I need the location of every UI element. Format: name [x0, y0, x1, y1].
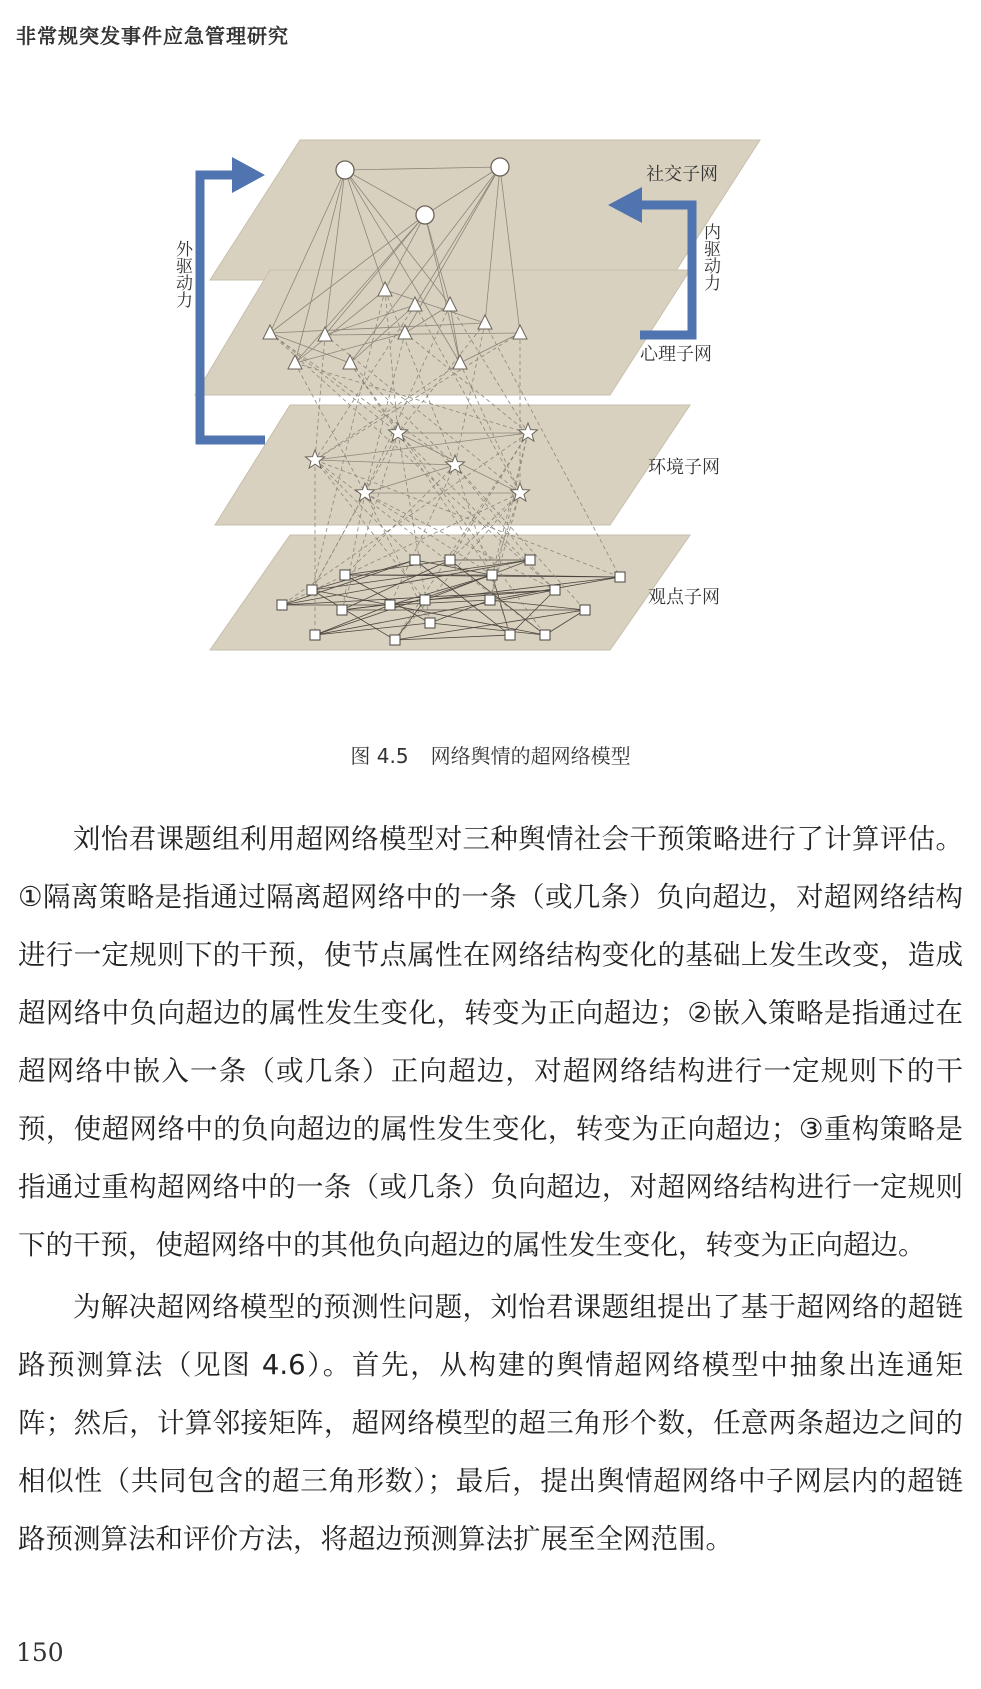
- body-text: [18, 810, 963, 1572]
- opinion-node: [445, 555, 455, 565]
- opinion-node: [307, 585, 317, 595]
- layer-label-social: 社交子网: [646, 164, 718, 185]
- social-node: [336, 161, 354, 179]
- opinion-node: [580, 605, 590, 615]
- paragraph: 为解决超网络模型的预测性问题，刘怡君课题组提出了基于超网络的超链路预测算法（见图 4.6）。首先，从构建的舆情超网络模型中抽象出连通矩阵；然后，计算邻接矩阵，超网络模型的超三角形个数，任意两条超边之间的相似性（共同包含的超三角形数）；最后，提出舆情超网络中子网层内的超链路预测算法和评价方法，将超边预测算法扩展至全网范围。: [18, 1291, 963, 1555]
- layer-label-opinion: 观点子网: [648, 587, 720, 608]
- inner-drive-label: 内驱动力: [700, 223, 720, 291]
- opinion-node: [277, 600, 287, 610]
- layer-label-psych: 心理子网: [640, 344, 712, 365]
- outer-drive-label: 外驱动力: [172, 240, 192, 308]
- opinion-node: [425, 618, 435, 628]
- opinion-node: [525, 555, 535, 565]
- opinion-node: [615, 572, 625, 582]
- plane-social: [210, 140, 760, 280]
- opinion-node: [485, 595, 495, 605]
- opinion-node: [385, 600, 395, 610]
- opinion-node: [337, 605, 347, 615]
- social-node: [491, 158, 509, 176]
- page-number: 150: [16, 1638, 64, 1667]
- figure-caption: [0, 740, 981, 769]
- opinion-node: [505, 630, 515, 640]
- opinion-node: [310, 630, 320, 640]
- supernetwork-diagram: [170, 135, 810, 695]
- running-head: 非常规突发事件应急管理研究: [16, 24, 289, 48]
- layer-label-environment: 环境子网: [648, 457, 720, 478]
- paragraph: 刘怡君课题组利用超网络模型对三种舆情社会干预策略进行了计算评估。①隔离策略是指通过隔离超网络中的一条（或几条）负向超边，对超网络结构进行一定规则下的干预，使节点属性在网络结构变化的基础上发生改变，造成超网络中负向超边的属性发生变化，转变为正向超边；②嵌入策略是指通过在超网络中嵌入一条（或几条）正向超边，对超网络结构进行一定规则下的干预，使超网络中的负向超边的属性发生变化，转变为正向超边；③重构策略是指通过重构超网络中的一条（或几条）负向超边，对超网络结构进行一定规则下的干预，使超网络中的其他负向超边的属性发生变化，转变为正向超边。: [18, 823, 963, 1261]
- caption-text: 网络舆情的超网络模型: [430, 744, 631, 768]
- opinion-node: [487, 570, 497, 580]
- opinion-node: [550, 585, 560, 595]
- outer-drive-arrowhead: [232, 157, 265, 193]
- opinion-node: [420, 595, 430, 605]
- opinion-node: [390, 635, 400, 645]
- caption-number: 图 4.5: [350, 744, 409, 768]
- opinion-node: [340, 570, 350, 580]
- opinion-node: [540, 630, 550, 640]
- opinion-node: [410, 555, 420, 565]
- plane-opinion: [210, 535, 690, 650]
- supernetwork-figure: [170, 135, 810, 695]
- social-node: [416, 206, 434, 224]
